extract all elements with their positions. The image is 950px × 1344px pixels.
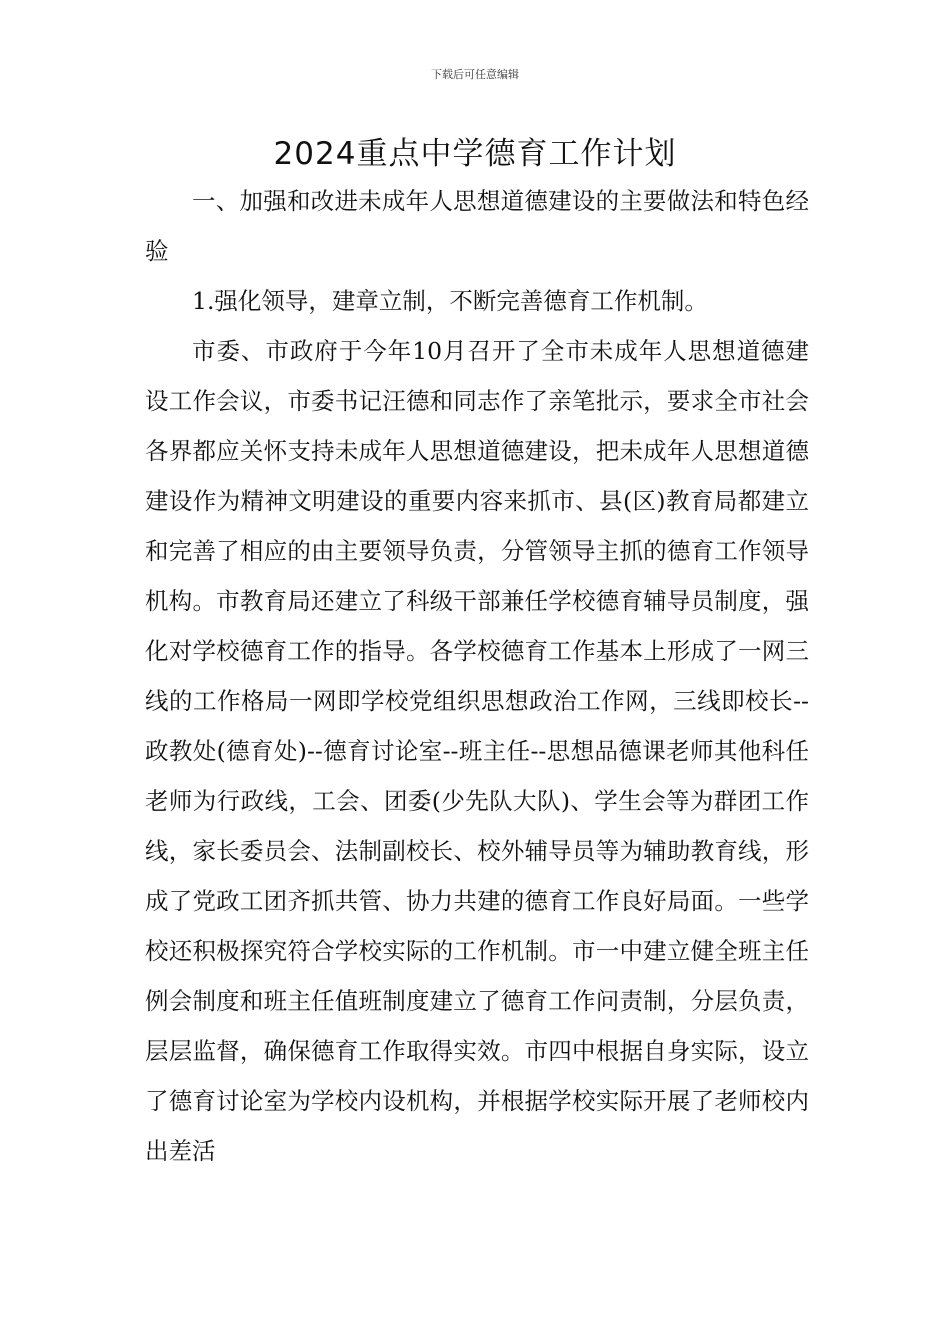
page-header-note: 下载后可任意编辑 bbox=[431, 68, 519, 81]
document-body bbox=[145, 176, 809, 1176]
body-paragraph: 市委、市政府于今年10月召开了全市未成年人思想道德建设工作会议，市委书记汪德和同志作了亲笔批示，要求全市社会各界都应关怀支持未成年人思想道德建设，把未成年人思想道德建设作为精神文明建设的重要内容来抓市、县(区)教育局都建立和完善了相应的由主要领导负责，分管领导主抓的德育工作领导机构。市教育局还建立了科级干部兼任学校德育辅导员制度，强化对学校德育工作的指导。各学校德育工作基本上形成了一网三线的工作格局一网即学校党组织思想政治工作网，三线即校长--政教处(德育处)--德育讨论室--班主任--思想品德课老师其他科任老师为行政线，工会、团委(少先队大队)、学生会等为群团工作线，家长委员会、法制副校长、校外辅导员等为辅助教育线，形成了党政工团齐抓共管、协力共建的德育工作良好局面。一些学校还积极探究符合学校实际的工作机制。市一中建立健全班主任例会制度和班主任值班制度建立了德育工作问责制，分层负责，层层监督，确保德育工作取得实效。市四中根据自身实际，设立了德育讨论室为学校内设机构，并根据学校实际开展了老师校内出差活 bbox=[145, 337, 809, 1165]
section-heading: 一、加强和改进未成年人思想道德建设的主要做法和特色经验 bbox=[145, 187, 809, 265]
document-title: 2024重点中学德育工作计划 bbox=[273, 136, 677, 172]
subheading: 1.强化领导，建章立制，不断完善德育工作机制。 bbox=[192, 287, 708, 315]
